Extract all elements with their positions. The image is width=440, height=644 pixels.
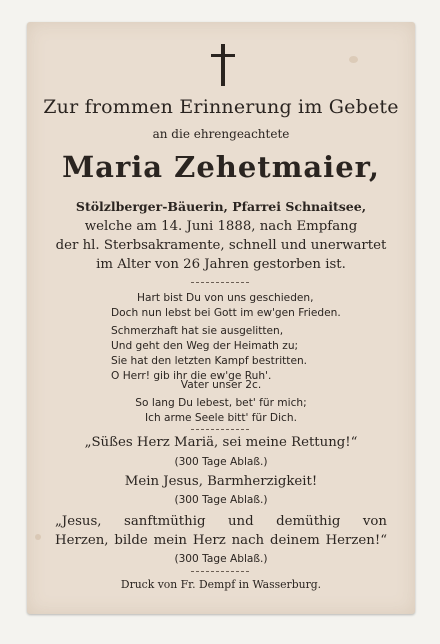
death-line: welche am 14. Juni 1888, nach Empfang (84, 219, 358, 234)
foxing-spot (349, 56, 358, 63)
poem-line: Und geht den Weg der Heimath zu; (111, 340, 299, 352)
divider (191, 429, 249, 430)
final-prayer-line: „Jesus, sanftmüthig und demüthig von (55, 514, 387, 529)
indulgence-note: (300 Tage Ablaß.) (174, 494, 268, 506)
poem-line: Sie hat den letzten Kampf bestritten. (111, 355, 308, 367)
prayer-text: „Süßes Herz Mariä, sei meine Rettung!“ (84, 435, 358, 450)
poem-line: Hart bist Du von uns geschieden, (137, 292, 314, 304)
memorial-card (27, 22, 415, 614)
poem-line: Schmerzhaft hat sie ausgelitten, (111, 325, 284, 337)
deceased-name: Maria Zehetmaier, (62, 150, 380, 184)
poem-line: Ich arme Seele bitt' für Dich. (145, 412, 297, 424)
printer-imprint: Druck von Fr. Dempf in Wasserburg. (120, 578, 322, 591)
cross-icon (211, 44, 235, 86)
poem-line: O Herr! gib ihr die ew'ge Ruh'. (111, 370, 272, 382)
card-intro: an die ehrengeachtete (152, 127, 290, 141)
death-line: im Alter von 26 Jahren gestorben ist. (96, 257, 346, 272)
deceased-subtitle: Stölzlberger-Bäuerin, Pfarrei Schnaitsee, (75, 199, 367, 214)
card-heading: Zur frommen Erinnerung im Gebete (43, 96, 399, 118)
vater-unser: Vater unser 2c. (180, 379, 262, 391)
prayer-text: Mein Jesus, Barmherzigkeit! (124, 474, 318, 489)
final-prayer-line: Herzen, bilde mein Herz nach deinem Herzen!“ (55, 533, 387, 548)
divider (191, 571, 249, 572)
indulgence-note: (300 Tage Ablaß.) (174, 553, 268, 565)
divider (191, 282, 249, 283)
indulgence-note: (300 Tage Ablaß.) (174, 456, 268, 468)
foxing-spot (35, 534, 41, 540)
poem-line: So lang Du lebest, bet' für mich; (135, 397, 307, 409)
poem-line: Doch nun lebst bei Gott im ew'gen Frieden. (111, 307, 341, 319)
death-line: der hl. Sterbsakramente, schnell und unerwartet (55, 238, 387, 253)
